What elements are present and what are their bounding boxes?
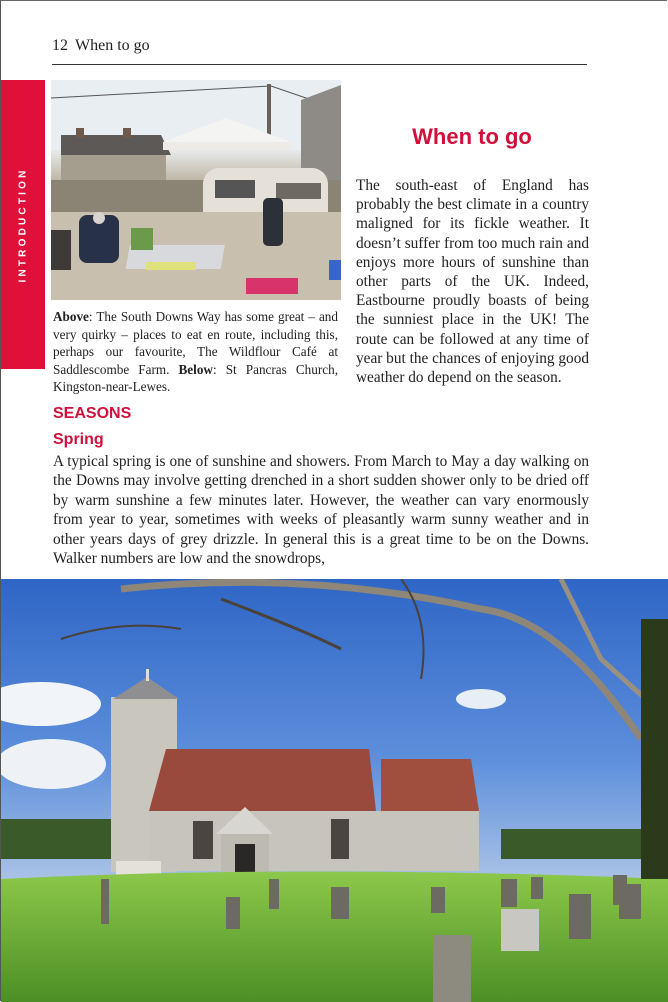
seasons-heading: SEASONS bbox=[53, 405, 132, 422]
caption-above-text: : The South Downs Way has some great – and very quirky – places to eat en route, including this, perhaps our favourite, The Wildflour Café at Saddlescombe Farm. bbox=[53, 309, 338, 377]
cafe-photo-illustration bbox=[51, 80, 341, 300]
page-title: When to go bbox=[412, 124, 532, 149]
spring-paragraph: A typical spring is one of sunshine and showers. From March to May a day walking on the Downs may involve getting drenched in a short sudden shower only to be dried off by warm sunshine a few minutes later. However, the weather can vary enormously from year to year, sometimes with weeks of pleasantly warm sunny weather and in other years days of grey drizzle. In general this is a great time to be on the Downs. Walker numbers are low and the snowdrops, bbox=[53, 453, 589, 568]
caption-above-label: Above bbox=[53, 309, 89, 324]
header-rule bbox=[52, 64, 587, 65]
running-head-title: When to go bbox=[75, 37, 150, 54]
section-tab-label: INTRODUCTION bbox=[17, 166, 29, 283]
section-tab bbox=[1, 80, 45, 369]
spring-heading: Spring bbox=[53, 431, 104, 448]
running-head bbox=[52, 37, 150, 55]
caption-below-text: : St Pancras Church, Kingston-near-Lewes. bbox=[53, 361, 339, 395]
cafe-photo bbox=[51, 80, 341, 300]
caption-below-label: Below bbox=[178, 361, 213, 377]
photo-caption bbox=[53, 308, 338, 396]
church-photo bbox=[1, 579, 668, 1002]
page-number: 12 bbox=[52, 37, 68, 54]
church-photo-illustration bbox=[1, 579, 668, 1002]
intro-paragraph: The south-east of England has probably the best climate in a country maligned for its fickle weather. It doesn’t suffer from too much rain and enjoys more hours of sunshine than other parts of the UK. Indeed, Eastbourne proudly boasts of being the sunniest place in the UK! The route can be followed at any time of year but the chances of enjoying good weather do depend on the season. bbox=[356, 177, 589, 387]
